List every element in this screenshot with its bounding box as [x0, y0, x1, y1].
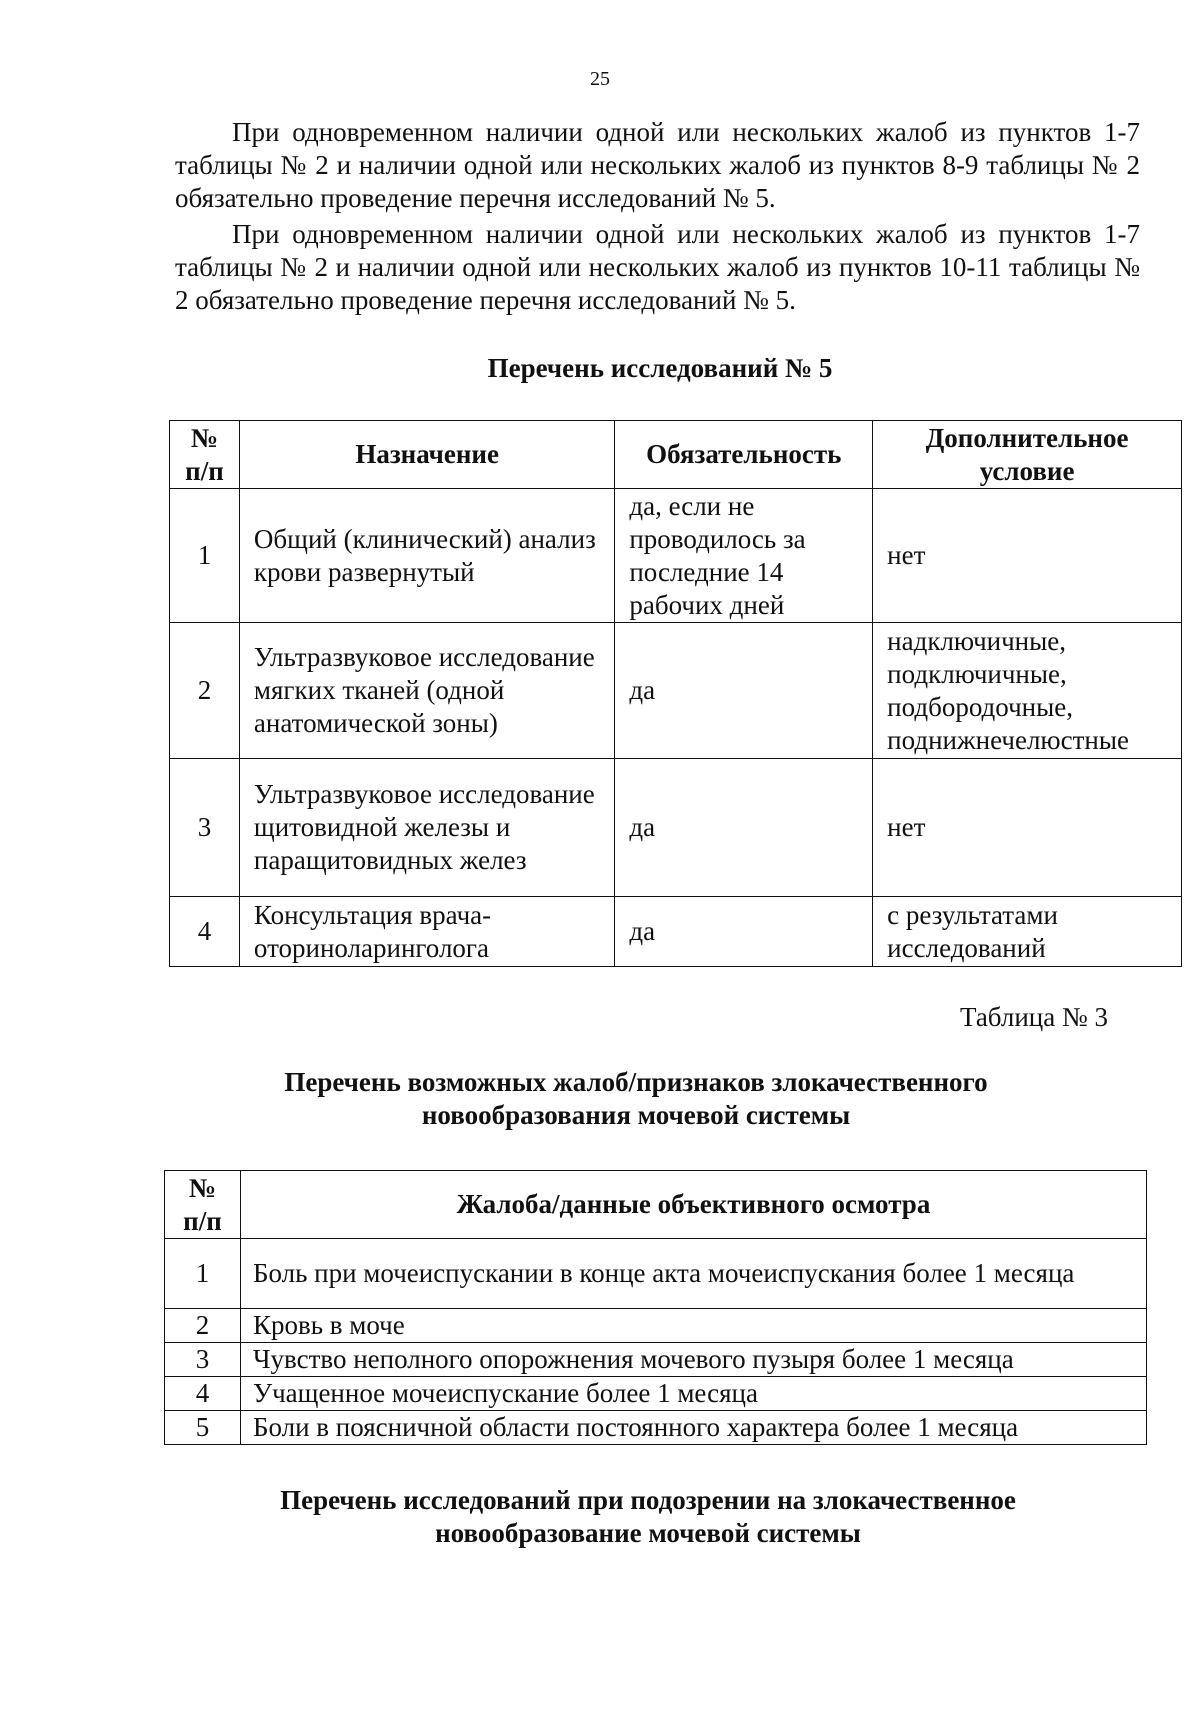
page-number: 25 [590, 68, 610, 90]
row-complaint: Кровь в моче [240, 1309, 1146, 1343]
research-list-table [169, 420, 1182, 967]
header-complaint: Жалоба/данные объективного осмотра [240, 1171, 1146, 1239]
paragraph-1: При одновременном наличии одной или нескольких жалоб из пунктов 1-7 таблицы № 2 и наличии одной или нескольких жалоб из пунктов 8-9 таблицы № 2 обязательно проведение перечня исследований № 5. [175, 117, 1140, 213]
row-num: 2 [165, 1309, 241, 1343]
table2-title-line1: Перечень возможных жалоб/признаков злокачественного [284, 1067, 988, 1097]
table-header-row [170, 421, 1182, 489]
table-row [165, 1343, 1147, 1377]
row-purpose: Ультразвуковое исследование щитовидной железы и паращитовидных желез [239, 759, 614, 897]
row-num: 1 [170, 489, 240, 623]
table-row [165, 1239, 1147, 1309]
table-row [165, 1411, 1147, 1445]
header-num: № п/п [170, 421, 240, 489]
row-num: 5 [165, 1411, 241, 1445]
table1-title: Перечень исследований № 5 [487, 353, 833, 383]
row-required: да [615, 623, 873, 759]
row-required: да [615, 759, 873, 897]
table-row [170, 489, 1182, 623]
row-condition: нет [873, 489, 1182, 623]
section3-title-line2: новообразование мочевой системы [435, 1518, 861, 1548]
row-num: 2 [170, 623, 240, 759]
row-complaint: Боль при мочеиспускании в конце акта мочеиспускания более 1 месяца [240, 1239, 1146, 1309]
table2-title [36, 1066, 1200, 1132]
row-num: 4 [170, 897, 240, 967]
row-condition: нет [873, 759, 1182, 897]
row-num: 3 [165, 1343, 241, 1377]
row-num: 1 [165, 1239, 241, 1309]
section3-title-line1: Перечень исследований при подозрении на злокачественное [280, 1485, 1016, 1515]
table-header-row [165, 1171, 1147, 1239]
row-complaint: Учащенное мочеиспускание более 1 месяца [240, 1377, 1146, 1411]
row-purpose: Ультразвуковое исследование мягких тканей (одной анатомической зоны) [239, 623, 614, 759]
section3-title [48, 1484, 1200, 1550]
row-condition: с результатами исследований [873, 897, 1182, 967]
header-num: № п/п [165, 1171, 241, 1239]
header-required: Обязательность [615, 421, 873, 489]
row-num: 3 [170, 759, 240, 897]
row-purpose: Консультация врача-оториноларинголога [239, 897, 614, 967]
row-required: да [615, 897, 873, 967]
row-complaint: Боли в поясничной области постоянного характера более 1 месяца [240, 1411, 1146, 1445]
header-condition: Дополнительное условие [873, 421, 1182, 489]
table-row [165, 1377, 1147, 1411]
row-required: да, если не проводилось за последние 14 рабочих дней [615, 489, 873, 623]
row-num: 4 [165, 1377, 241, 1411]
table2-title-line2: новообразования мочевой системы [421, 1100, 851, 1130]
table-row [165, 1309, 1147, 1343]
row-purpose: Общий (клинический) анализ крови развернутый [239, 489, 614, 623]
row-complaint: Чувство неполного опорожнения мочевого пузыря более 1 месяца [240, 1343, 1146, 1377]
table2-caption: Таблица № 3 [960, 1002, 1108, 1032]
header-purpose: Назначение [239, 421, 614, 489]
paragraph-2: При одновременном наличии одной или нескольких жалоб из пунктов 1-7 таблицы № 2 и наличии одной или нескольких жалоб из пунктов 10-11 таблицы № 2 обязательно проведение перечня исследований № 5. [175, 219, 1140, 315]
table-row [170, 897, 1182, 967]
row-condition: надключичные, подключичные, подбородочные, поднижнечелюстные [873, 623, 1182, 759]
table-row [170, 623, 1182, 759]
complaints-table [164, 1170, 1147, 1445]
table-row [170, 759, 1182, 897]
